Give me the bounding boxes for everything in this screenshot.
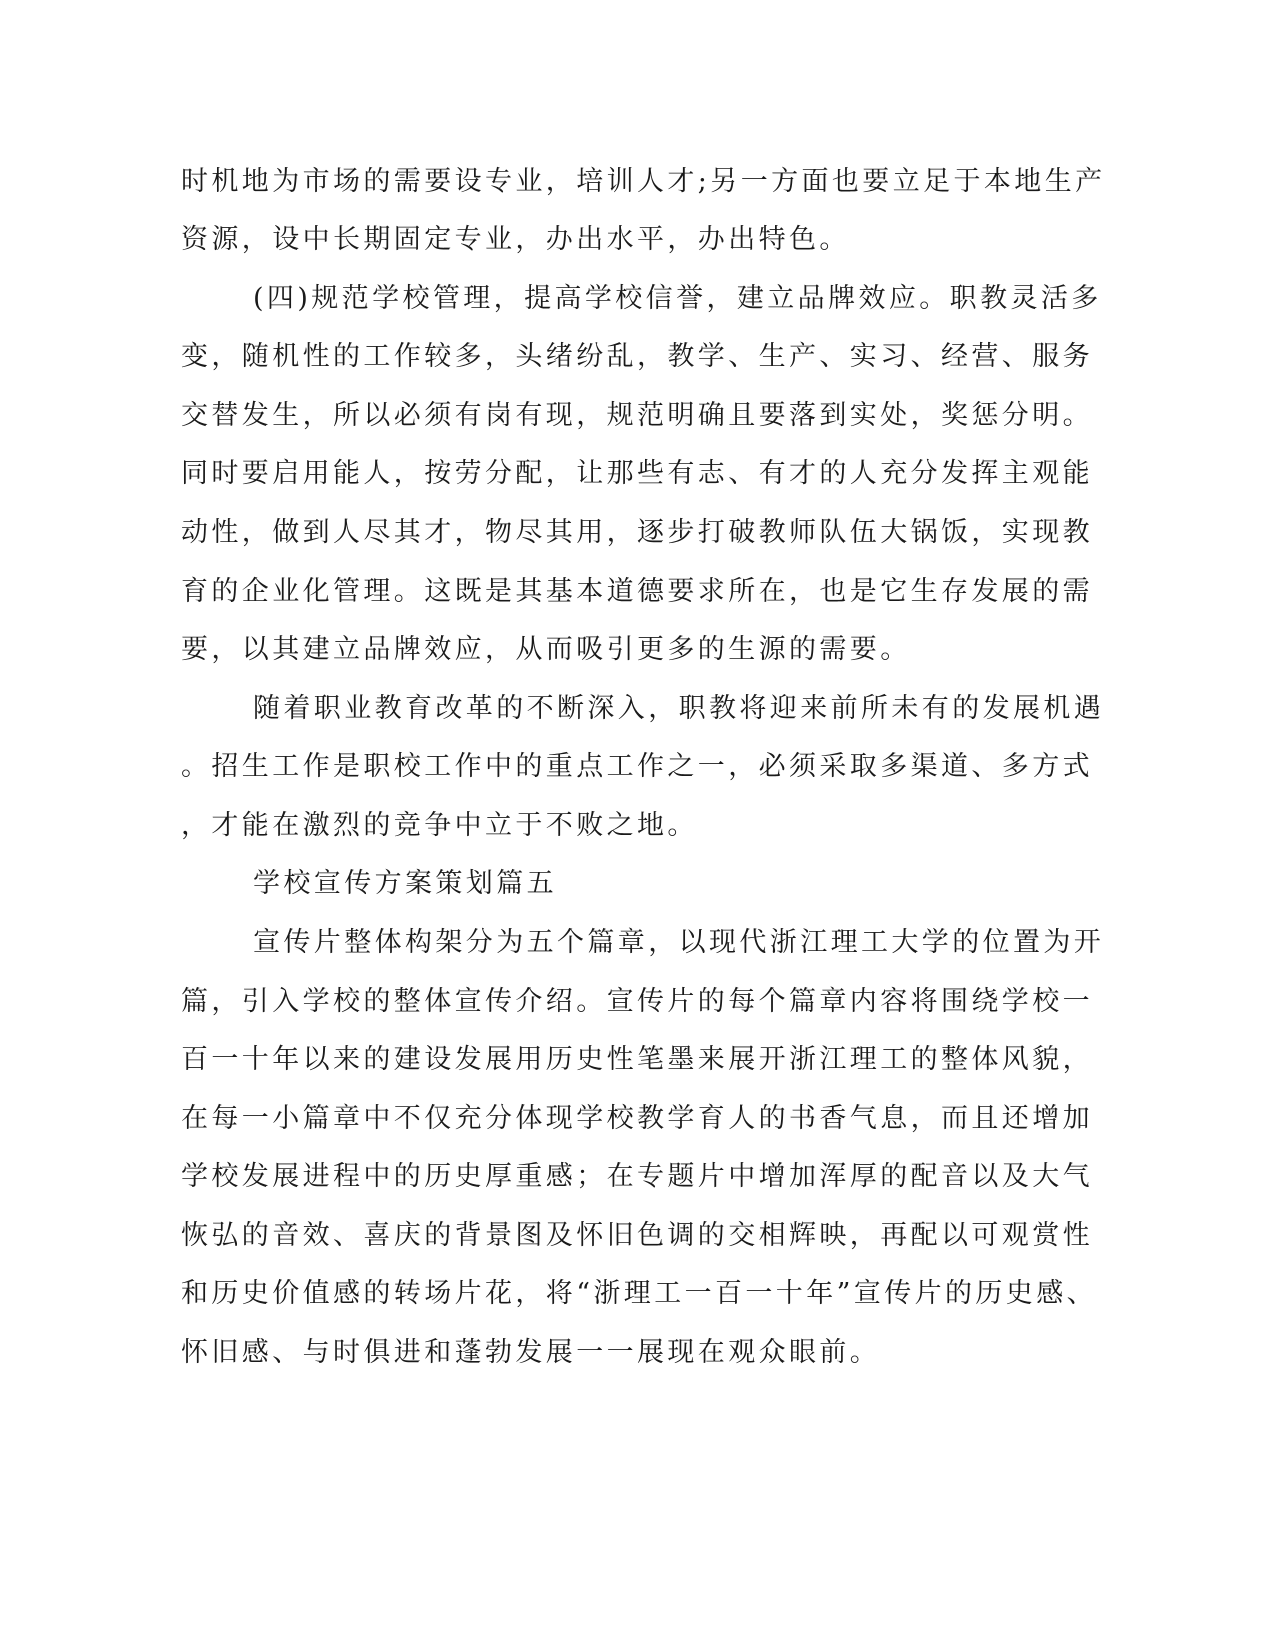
text-line: 资源，设中长期固定专业，办出水平，办出特色。 xyxy=(181,224,850,255)
text-line: 篇，引入学校的整体宣传介绍。宣传片的每个篇章内容将围绕学校一 xyxy=(181,986,1093,1017)
text-line: ，才能在激烈的竞争中立于不败之地。 xyxy=(181,810,698,841)
text-line: 恢弘的音效、喜庆的背景图及怀旧色调的交相辉映，再配以可观赏性 xyxy=(181,1220,1093,1251)
text-line: 要，以其建立品牌效应，从而吸引更多的生源的需要。 xyxy=(181,634,911,665)
text-line: 变，随机性的工作较多，头绪纷乱，教学、生产、实习、经营、服务 xyxy=(181,341,1093,372)
text-line: 和历史价值感的转场片花，将“浙理工一百一十年”宣传片的历史感、 xyxy=(181,1278,1098,1309)
paragraph-start-line: 宣传片整体构架分为五个篇章，以现代浙江理工大学的位置为开 xyxy=(253,927,1105,958)
paragraph-start-line: (四)规范学校管理，提高学校信誉，建立品牌效应。职教灵活多 xyxy=(253,283,1102,314)
text-line: 学校发展进程中的历史厚重感；在专题片中增加浑厚的配音以及大气 xyxy=(181,1161,1093,1192)
section-heading: 学校宣传方案策划篇五 xyxy=(253,868,557,899)
paragraph-start-line: 随着职业教育改革的不断深入，职教将迎来前所未有的发展机遇 xyxy=(253,693,1105,724)
text-line: 怀旧感、与时俱进和蓬勃发展一一展现在观众眼前。 xyxy=(181,1337,881,1368)
text-line: 动性，做到人尽其才，物尽其用，逐步打破教师队伍大锅饭，实现教 xyxy=(181,517,1093,548)
text-line: 。招生工作是职校工作中的重点工作之一，必须采取多渠道、多方式 xyxy=(181,751,1093,782)
text-line: 时机地为市场的需要设专业，培训人才;另一方面也要立足于本地生产 xyxy=(181,166,1106,197)
text-line: 育的企业化管理。这既是其基本道德要求所在，也是它生存发展的需 xyxy=(181,576,1093,607)
text-line: 同时要启用能人，按劳分配，让那些有志、有才的人充分发挥主观能 xyxy=(181,458,1093,489)
text-line: 在每一小篇章中不仅充分体现学校教学育人的书香气息，而且还增加 xyxy=(181,1103,1093,1134)
text-line: 交替发生，所以必须有岗有现，规范明确且要落到实处，奖惩分明。 xyxy=(181,400,1093,431)
text-line: 百一十年以来的建设发展用历史性笔墨来展开浙江理工的整体风貌， xyxy=(181,1044,1093,1075)
